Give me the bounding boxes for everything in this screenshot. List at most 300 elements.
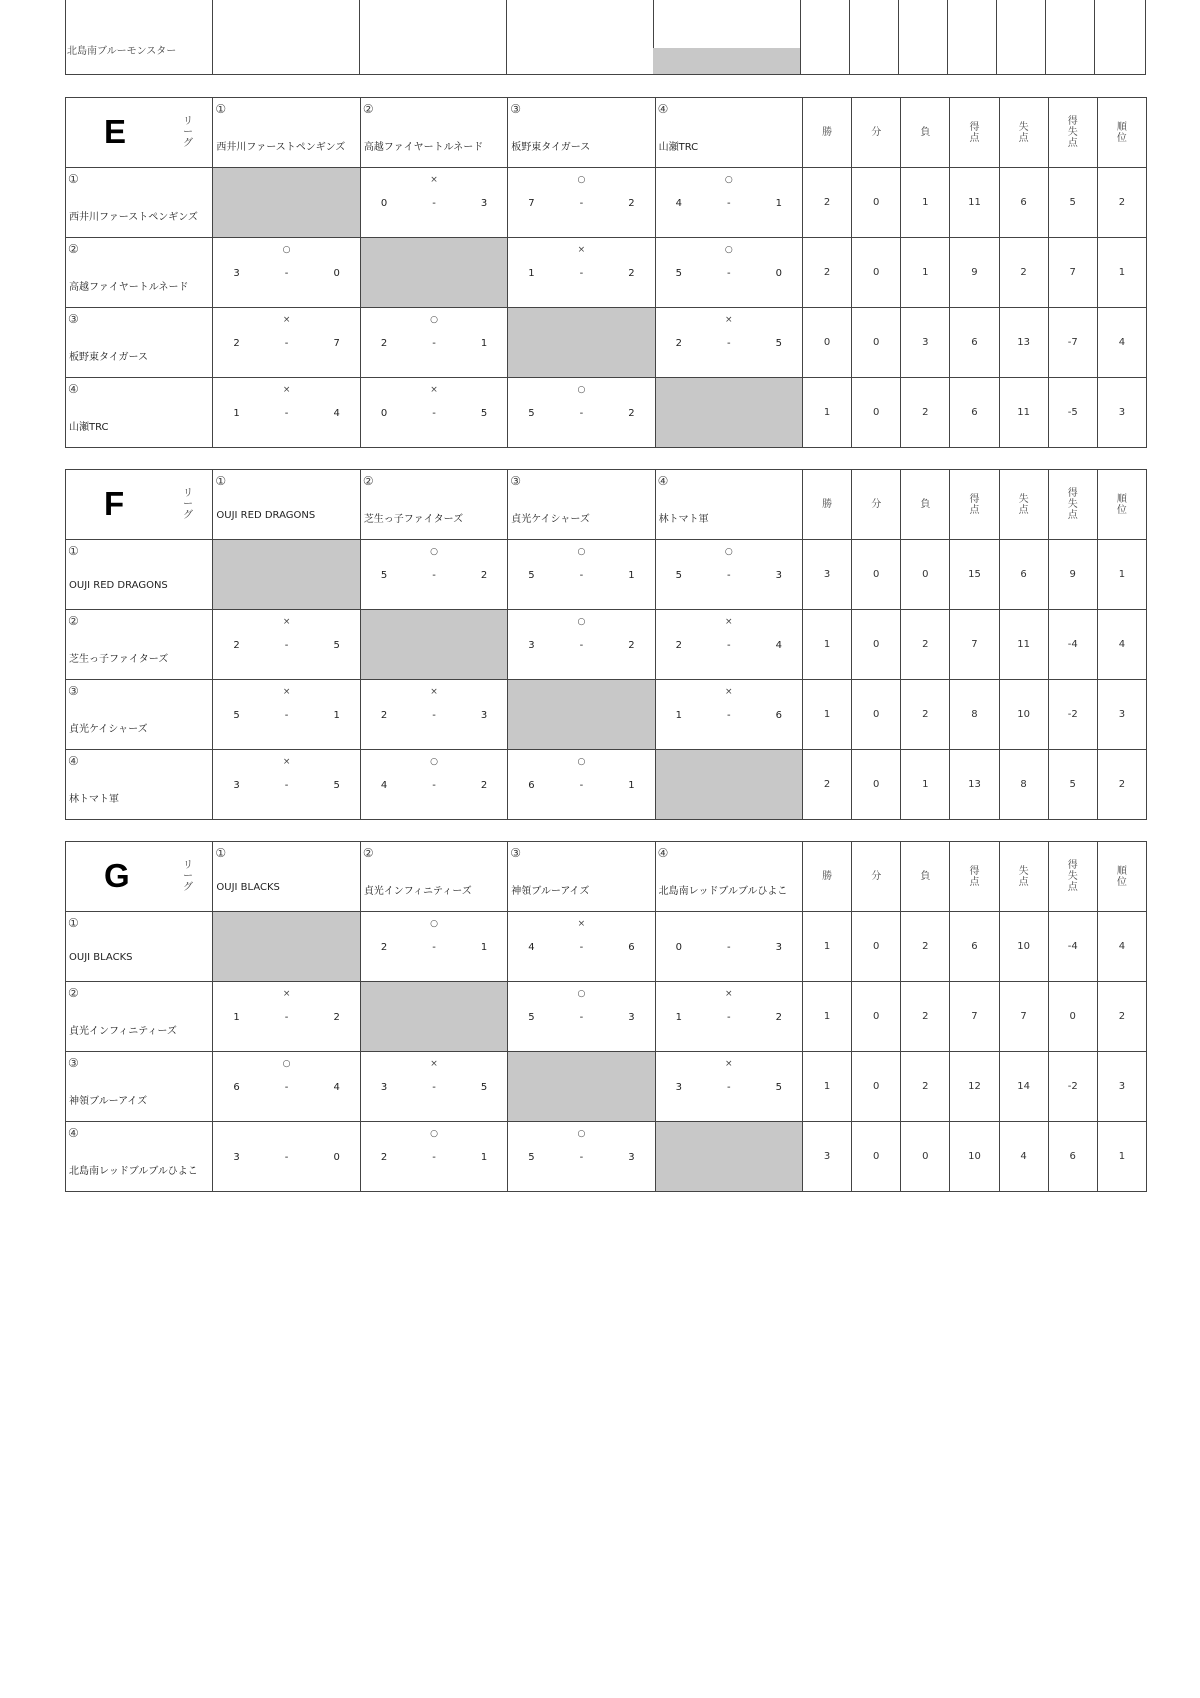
stat-header-label: 負 bbox=[920, 127, 931, 138]
table-row bbox=[66, 540, 1147, 610]
score-separator: - bbox=[579, 408, 584, 419]
stat-value: -2 bbox=[1048, 1052, 1097, 1122]
league-letter: G bbox=[104, 857, 130, 894]
score-separator: - bbox=[284, 640, 289, 651]
column-team-header bbox=[360, 98, 507, 168]
score-against: 1 bbox=[775, 198, 783, 209]
score-separator: - bbox=[727, 710, 731, 721]
stat-value: 13 bbox=[950, 750, 999, 820]
score-against: 2 bbox=[628, 198, 635, 209]
result-mark: ○ bbox=[430, 315, 438, 325]
stat-header-label: 得 点 bbox=[969, 121, 980, 144]
score-against: 3 bbox=[480, 710, 488, 721]
score-separator: - bbox=[432, 198, 436, 209]
league-suffix: リーグ bbox=[183, 116, 193, 149]
stat-value: 1 bbox=[803, 1052, 852, 1122]
stat-value: 12 bbox=[950, 1052, 999, 1122]
table-row bbox=[66, 238, 1147, 308]
stat-value: -2 bbox=[1048, 680, 1097, 750]
score-against: 7 bbox=[333, 338, 340, 349]
stat-value: 15 bbox=[950, 540, 999, 610]
result-mark: × bbox=[577, 245, 586, 255]
stat-value: 1 bbox=[1097, 238, 1146, 308]
stat-value: 0 bbox=[852, 912, 901, 982]
score-for: 2 bbox=[380, 710, 388, 721]
match-result-cell bbox=[360, 680, 507, 750]
column-team-header bbox=[508, 842, 655, 912]
result-mark: × bbox=[282, 617, 291, 627]
score-for: 4 bbox=[380, 780, 388, 791]
stat-value: 2 bbox=[1097, 982, 1146, 1052]
score-against: 4 bbox=[333, 1082, 340, 1093]
self-match-cell bbox=[360, 610, 507, 680]
score-for: 0 bbox=[380, 198, 388, 209]
self-match-cell bbox=[508, 680, 655, 750]
score-for: 5 bbox=[675, 268, 682, 279]
score-separator: - bbox=[579, 268, 584, 279]
match-result-cell bbox=[360, 168, 507, 238]
score-for: 5 bbox=[675, 570, 682, 581]
team-number: ③ bbox=[68, 1056, 79, 1070]
team-name: 板野東タイガース bbox=[511, 142, 591, 153]
stat-value: 10 bbox=[999, 912, 1048, 982]
stat-value: 2 bbox=[803, 750, 852, 820]
score-for: 6 bbox=[528, 780, 535, 791]
stat-header bbox=[950, 470, 999, 540]
team-number: ① bbox=[68, 916, 79, 930]
score-separator: - bbox=[284, 1012, 289, 1023]
match-result-cell bbox=[508, 912, 655, 982]
stat-value: 0 bbox=[852, 308, 901, 378]
result-mark: × bbox=[430, 175, 438, 185]
score-for: 0 bbox=[380, 408, 388, 419]
score-against: 2 bbox=[775, 1012, 783, 1023]
stat-value: 2 bbox=[901, 912, 950, 982]
stat-header-label: 得 失 点 bbox=[1067, 860, 1078, 893]
previous-league-fragment bbox=[65, 0, 1146, 75]
team-number: ① bbox=[215, 102, 227, 116]
result-mark: × bbox=[725, 617, 733, 627]
stat-value: 2 bbox=[901, 1052, 950, 1122]
stat-value: 0 bbox=[1048, 982, 1097, 1052]
team-number: ④ bbox=[657, 102, 669, 116]
stat-value: -4 bbox=[1048, 912, 1097, 982]
result-mark: ○ bbox=[724, 547, 733, 557]
score-for: 3 bbox=[233, 780, 240, 791]
stat-header-label: 順 位 bbox=[1116, 493, 1127, 516]
score-against: 5 bbox=[333, 780, 340, 791]
score-separator: - bbox=[284, 710, 289, 721]
score-against: 1 bbox=[480, 1152, 488, 1163]
match-result-cell bbox=[655, 680, 802, 750]
score-separator: - bbox=[284, 1082, 289, 1093]
stat-value: 2 bbox=[1097, 750, 1146, 820]
table-row bbox=[66, 1052, 1147, 1122]
stat-value: 1 bbox=[901, 750, 950, 820]
stat-header bbox=[852, 98, 901, 168]
stat-value: 2 bbox=[901, 680, 950, 750]
score-separator: - bbox=[284, 338, 289, 349]
stat-value: 1 bbox=[803, 378, 852, 448]
stat-value: 0 bbox=[852, 168, 901, 238]
team-number: ④ bbox=[68, 382, 79, 396]
team-number: ② bbox=[68, 614, 79, 628]
stat-value: 0 bbox=[852, 238, 901, 308]
row-team-cell bbox=[66, 1122, 213, 1192]
score-against: 2 bbox=[480, 570, 488, 581]
stat-value: 0 bbox=[901, 1122, 950, 1192]
score-against: 4 bbox=[333, 408, 340, 419]
stat-value: 7 bbox=[999, 982, 1048, 1052]
stat-header bbox=[999, 470, 1048, 540]
score-against: 1 bbox=[333, 710, 340, 721]
stat-value: -5 bbox=[1048, 378, 1097, 448]
score-separator: - bbox=[727, 570, 731, 581]
match-result-cell bbox=[655, 540, 802, 610]
team-name: 高越ファイヤートルネード bbox=[69, 282, 189, 293]
stat-header-label: 勝 bbox=[822, 127, 833, 138]
team-name: 芝生っ子ファイターズ bbox=[363, 514, 464, 525]
table-row bbox=[66, 378, 1147, 448]
result-mark: ○ bbox=[577, 385, 586, 395]
team-number: ② bbox=[68, 986, 79, 1000]
team-name: 芝生っ子ファイターズ bbox=[69, 654, 169, 665]
stat-header bbox=[803, 842, 852, 912]
stat-value: 3 bbox=[1097, 1052, 1146, 1122]
match-result-cell bbox=[655, 168, 802, 238]
score-for: 2 bbox=[380, 942, 388, 953]
result-mark: × bbox=[430, 687, 438, 697]
stat-value: 4 bbox=[1097, 610, 1146, 680]
score-separator: - bbox=[284, 268, 289, 279]
score-for: 1 bbox=[675, 1012, 682, 1023]
score-separator: - bbox=[727, 1082, 731, 1093]
stat-value: 2 bbox=[1097, 168, 1146, 238]
result-mark: ○ bbox=[282, 1059, 291, 1069]
score-against: 3 bbox=[628, 1012, 635, 1023]
team-number: ③ bbox=[68, 312, 79, 326]
score-separator: - bbox=[432, 1082, 436, 1093]
result-mark: × bbox=[282, 687, 291, 697]
match-result-cell bbox=[360, 378, 507, 448]
stat-value: 3 bbox=[1097, 378, 1146, 448]
match-result-cell bbox=[360, 1122, 507, 1192]
score-against: 2 bbox=[480, 780, 488, 791]
score-separator: - bbox=[579, 1152, 584, 1163]
score-separator: - bbox=[432, 338, 436, 349]
score-for: 2 bbox=[233, 640, 240, 651]
score-separator: - bbox=[579, 198, 584, 209]
stat-header bbox=[1048, 842, 1097, 912]
stat-value: 0 bbox=[852, 610, 901, 680]
score-for: 7 bbox=[528, 198, 535, 209]
score-separator: - bbox=[284, 408, 289, 419]
self-match-cell bbox=[213, 168, 360, 238]
result-mark: ○ bbox=[577, 547, 586, 557]
league-suffix: リーグ bbox=[183, 860, 193, 893]
stat-header-label: 分 bbox=[871, 499, 882, 510]
table-row bbox=[66, 610, 1147, 680]
stat-value: 6 bbox=[1048, 1122, 1097, 1192]
result-mark: × bbox=[282, 757, 291, 767]
team-name: 神領ブルーアイズ bbox=[69, 1096, 148, 1107]
team-name: 北島南レッドブルブルひよこ bbox=[658, 886, 788, 897]
score-for: 5 bbox=[233, 710, 240, 721]
stat-value: 7 bbox=[1048, 238, 1097, 308]
score-for: 5 bbox=[528, 1012, 535, 1023]
stat-value: 0 bbox=[803, 308, 852, 378]
stat-header bbox=[901, 842, 950, 912]
score-separator: - bbox=[579, 780, 584, 791]
score-against: 0 bbox=[333, 268, 340, 279]
stat-value: 2 bbox=[803, 238, 852, 308]
score-for: 1 bbox=[233, 1012, 240, 1023]
result-mark: ○ bbox=[430, 1129, 438, 1139]
stat-value: 1 bbox=[803, 982, 852, 1052]
result-mark: ○ bbox=[577, 989, 586, 999]
self-match-cell bbox=[213, 540, 360, 610]
self-match-cell bbox=[655, 378, 802, 448]
column-team-header bbox=[213, 470, 360, 540]
stat-value: 2 bbox=[803, 168, 852, 238]
table-row bbox=[66, 982, 1147, 1052]
header-row bbox=[66, 842, 1147, 912]
team-name: 貞光インフィニティーズ bbox=[363, 886, 472, 897]
stat-value: -4 bbox=[1048, 610, 1097, 680]
score-against: 1 bbox=[480, 338, 488, 349]
stat-header-label: 得 点 bbox=[969, 493, 980, 516]
score-separator: - bbox=[432, 1152, 436, 1163]
league-table-f bbox=[65, 469, 1147, 820]
row-team-cell bbox=[66, 982, 213, 1052]
stat-header-label: 得 失 点 bbox=[1067, 116, 1078, 149]
score-separator: - bbox=[432, 942, 436, 953]
score-separator: - bbox=[727, 640, 731, 651]
stat-value: 2 bbox=[901, 982, 950, 1052]
score-for: 3 bbox=[233, 268, 240, 279]
team-name: OUJI RED DRAGONS bbox=[69, 580, 168, 591]
score-against: 5 bbox=[480, 1082, 488, 1093]
team-name: 西井川ファーストペンギンズ bbox=[69, 212, 198, 223]
row-team-cell bbox=[66, 610, 213, 680]
row-team-cell bbox=[66, 540, 213, 610]
team-name: 貞光インフィニティーズ bbox=[69, 1026, 177, 1037]
stat-value: 0 bbox=[852, 1122, 901, 1192]
stat-header-label: 順 位 bbox=[1116, 121, 1127, 144]
result-mark: ○ bbox=[577, 757, 586, 767]
stat-header bbox=[950, 98, 999, 168]
table-row bbox=[66, 168, 1147, 238]
match-result-cell bbox=[508, 610, 655, 680]
result-mark: × bbox=[725, 315, 733, 325]
stat-header bbox=[999, 842, 1048, 912]
team-number: ③ bbox=[510, 102, 521, 116]
score-for: 2 bbox=[675, 338, 682, 349]
table-row bbox=[66, 308, 1147, 378]
team-name: 貞光ケイシャーズ bbox=[511, 514, 590, 525]
score-separator: - bbox=[579, 570, 584, 581]
match-result-cell bbox=[213, 378, 360, 448]
stat-value: 10 bbox=[950, 1122, 999, 1192]
stat-header bbox=[852, 842, 901, 912]
score-for: 5 bbox=[528, 408, 535, 419]
stat-header-label: 分 bbox=[871, 871, 882, 882]
stat-value: 1 bbox=[901, 238, 950, 308]
score-against: 1 bbox=[628, 780, 635, 791]
score-separator: - bbox=[284, 780, 289, 791]
score-against: 2 bbox=[628, 408, 635, 419]
team-name: 山瀬TRC bbox=[658, 142, 699, 153]
match-result-cell bbox=[213, 308, 360, 378]
score-separator: - bbox=[432, 570, 436, 581]
result-mark: × bbox=[282, 989, 291, 999]
team-name: OUJI RED DRAGONS bbox=[216, 510, 316, 521]
score-separator: - bbox=[579, 1012, 584, 1023]
score-separator: - bbox=[727, 942, 731, 953]
score-for: 3 bbox=[233, 1152, 240, 1163]
self-match-cell bbox=[508, 308, 655, 378]
match-result-cell bbox=[655, 912, 802, 982]
league-table-g bbox=[65, 841, 1147, 1192]
row-team-cell bbox=[66, 912, 213, 982]
score-against: 1 bbox=[628, 570, 635, 581]
score-separator: - bbox=[727, 1012, 731, 1023]
result-mark: × bbox=[577, 919, 586, 929]
match-result-cell bbox=[213, 680, 360, 750]
score-for: 3 bbox=[675, 1082, 682, 1093]
result-mark: ○ bbox=[724, 175, 733, 185]
column-team-header bbox=[508, 98, 655, 168]
stat-value: 2 bbox=[901, 378, 950, 448]
team-number: ① bbox=[215, 846, 227, 860]
stat-header bbox=[1048, 98, 1097, 168]
result-mark: ○ bbox=[430, 757, 438, 767]
score-for: 2 bbox=[233, 338, 240, 349]
score-for: 5 bbox=[380, 570, 388, 581]
stat-header bbox=[803, 470, 852, 540]
stat-value: 6 bbox=[950, 378, 999, 448]
row-team-cell bbox=[66, 680, 213, 750]
team-name: 山瀬TRC bbox=[69, 422, 109, 433]
match-result-cell bbox=[213, 610, 360, 680]
score-separator: - bbox=[727, 198, 731, 209]
stat-value: 14 bbox=[999, 1052, 1048, 1122]
score-against: 3 bbox=[775, 570, 783, 581]
score-against: 1 bbox=[480, 942, 488, 953]
stat-header-label: 順 位 bbox=[1116, 865, 1127, 888]
score-against: 0 bbox=[333, 1152, 340, 1163]
stat-value: 1 bbox=[803, 912, 852, 982]
team-number: ④ bbox=[68, 754, 79, 768]
stat-header-label: 失 点 bbox=[1018, 121, 1029, 144]
self-match-cell bbox=[508, 1052, 655, 1122]
score-separator: - bbox=[284, 1152, 289, 1163]
team-name: 林トマト軍 bbox=[658, 514, 709, 525]
self-match-cell bbox=[360, 238, 507, 308]
score-against: 5 bbox=[775, 338, 783, 349]
score-against: 2 bbox=[628, 268, 635, 279]
league-title-cell bbox=[66, 98, 213, 168]
score-for: 2 bbox=[380, 338, 388, 349]
stat-header bbox=[803, 98, 852, 168]
score-for: 4 bbox=[675, 198, 682, 209]
stat-value: 6 bbox=[999, 168, 1048, 238]
league-title-cell bbox=[66, 842, 213, 912]
table-row bbox=[66, 680, 1147, 750]
score-for: 5 bbox=[528, 570, 535, 581]
result-mark: × bbox=[282, 315, 291, 325]
score-against: 2 bbox=[333, 1012, 340, 1023]
stat-value: 1 bbox=[803, 680, 852, 750]
team-name: 西井川ファーストペンギンズ bbox=[216, 142, 346, 153]
stat-value: 4 bbox=[1097, 308, 1146, 378]
stat-value: 3 bbox=[901, 308, 950, 378]
stat-header bbox=[1097, 98, 1146, 168]
stat-header bbox=[1097, 842, 1146, 912]
team-number: ② bbox=[68, 242, 79, 256]
score-separator: - bbox=[432, 710, 436, 721]
stat-header-label: 失 点 bbox=[1018, 493, 1029, 516]
column-team-header bbox=[655, 842, 802, 912]
match-result-cell bbox=[360, 912, 507, 982]
row-team-cell bbox=[66, 378, 213, 448]
score-for: 2 bbox=[675, 640, 682, 651]
self-match-cell bbox=[653, 48, 800, 74]
self-match-cell bbox=[360, 982, 507, 1052]
team-number: ③ bbox=[68, 684, 79, 698]
result-mark: ○ bbox=[577, 617, 586, 627]
team-name: 板野東タイガース bbox=[69, 352, 148, 363]
stat-value: 9 bbox=[1048, 540, 1097, 610]
score-against: 3 bbox=[628, 1152, 635, 1163]
stat-value: 0 bbox=[852, 378, 901, 448]
stat-header bbox=[901, 470, 950, 540]
score-against: 3 bbox=[775, 942, 783, 953]
stat-value: 0 bbox=[852, 982, 901, 1052]
score-for: 0 bbox=[675, 942, 682, 953]
self-match-cell bbox=[213, 912, 360, 982]
match-result-cell bbox=[508, 168, 655, 238]
stat-header bbox=[950, 842, 999, 912]
result-mark: × bbox=[725, 989, 733, 999]
column-team-header bbox=[360, 842, 507, 912]
match-result-cell bbox=[360, 308, 507, 378]
result-mark: × bbox=[430, 385, 438, 395]
league-letter: E bbox=[104, 113, 127, 150]
column-team-header bbox=[213, 98, 360, 168]
score-against: 5 bbox=[775, 1082, 783, 1093]
column-team-header bbox=[655, 98, 802, 168]
score-separator: - bbox=[432, 408, 436, 419]
team-name: 北島南レッドブルブルひよこ bbox=[69, 1166, 198, 1177]
stat-header-label: 勝 bbox=[822, 871, 833, 882]
stat-value: 9 bbox=[950, 238, 999, 308]
team-number: ② bbox=[362, 474, 374, 488]
column-team-header bbox=[213, 842, 360, 912]
stat-header-label: 分 bbox=[871, 127, 882, 138]
stat-value: 1 bbox=[1097, 540, 1146, 610]
stat-value: 0 bbox=[852, 750, 901, 820]
score-for: 4 bbox=[528, 942, 535, 953]
match-result-cell bbox=[213, 1052, 360, 1122]
stat-value: 7 bbox=[950, 610, 999, 680]
table-row bbox=[66, 750, 1147, 820]
stat-value: 3 bbox=[803, 540, 852, 610]
stat-value: 11 bbox=[999, 610, 1048, 680]
score-against: 3 bbox=[480, 198, 488, 209]
league-title-cell bbox=[66, 470, 213, 540]
match-result-cell bbox=[655, 610, 802, 680]
